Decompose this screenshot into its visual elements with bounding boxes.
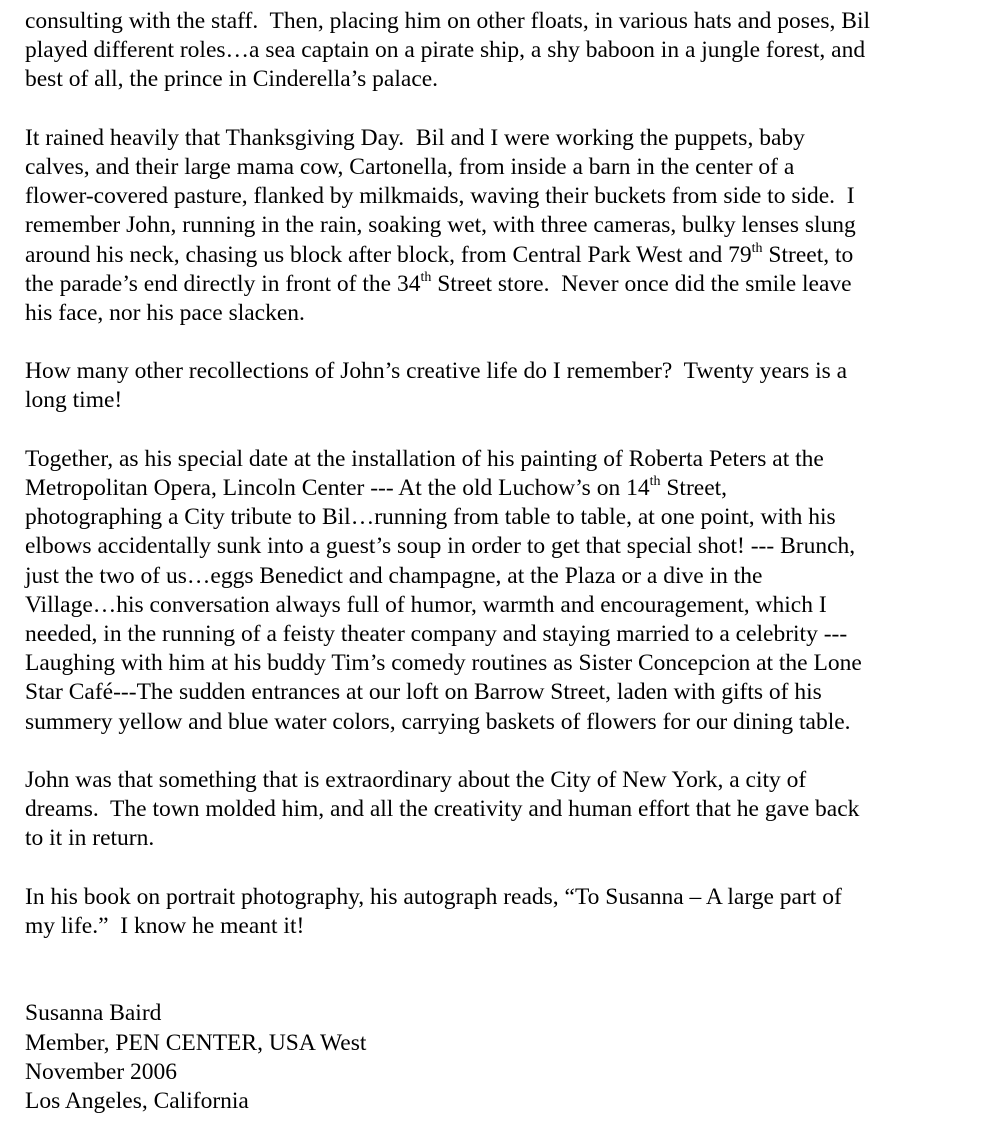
- text-line: [25, 357, 990, 386]
- text-line: [25, 211, 990, 240]
- text-segment: elbows accidentally sunk into a guest’s soup in order to get that special shot! --- Brunch,: [25, 533, 856, 560]
- text-line: [25, 7, 990, 36]
- text-segment: the parade’s end directly in front of the 34: [25, 270, 421, 297]
- paragraph-gap: [25, 95, 990, 124]
- text-segment: his face, nor his pace slacken.: [25, 299, 305, 326]
- text-segment: In his book on portrait photography, his autograph reads, “To Susanna – A large part of: [25, 883, 842, 910]
- text-segment: Street,: [660, 475, 728, 501]
- text-line: [25, 503, 990, 532]
- signature-spacer: [25, 941, 990, 999]
- text-segment: best of all, the prince in Cinderella’s palace.: [25, 66, 439, 93]
- paragraph-together: [25, 445, 990, 737]
- text-line: [25, 270, 990, 299]
- signature-block: [25, 999, 990, 1116]
- text-line: [25, 182, 990, 211]
- text-line: [25, 124, 990, 153]
- text-line: [25, 36, 990, 65]
- ordinal-superscript: th: [420, 269, 432, 285]
- text-segment: Laughing with him at his buddy Tim’s comedy routines as Sister Concepcion at the Lone: [25, 650, 862, 677]
- text-line: [25, 591, 990, 620]
- text-segment: consulting with the staff. Then, placing him on other floats, in various hats and poses, Bil: [25, 8, 871, 34]
- text-line: [25, 795, 990, 824]
- text-segment: Star Café---The sudden entrances at our loft on Barrow Street, laden with gifts of his: [25, 679, 822, 706]
- ordinal-superscript: th: [751, 240, 763, 256]
- text-segment: flower-covered pasture, flanked by milkmaids, waving their buckets from side to side. I: [25, 183, 855, 210]
- text-line: [25, 562, 990, 591]
- text-segment: to it in return.: [25, 825, 155, 852]
- text-line: [25, 620, 990, 649]
- text-line: [25, 678, 990, 707]
- text-line: [25, 824, 990, 853]
- paragraph-gap: [25, 328, 990, 357]
- text-line: [25, 299, 990, 328]
- text-line: [25, 649, 990, 678]
- text-segment: Metropolitan Opera, Lincoln Center --- At the old Luchow’s on 14: [25, 475, 650, 501]
- text-line: [25, 474, 990, 503]
- text-line: [25, 386, 990, 415]
- ordinal-superscript: th: [649, 474, 661, 490]
- signature-date: November 2006: [25, 1058, 178, 1085]
- text-line: [25, 912, 990, 941]
- text-line: [25, 883, 990, 912]
- paragraph-gap: [25, 853, 990, 882]
- text-segment: How many other recollections of John’s creative life do I remember? Twenty years is a: [25, 358, 848, 385]
- text-segment: my life.” I know he meant it!: [25, 912, 305, 939]
- text-segment: Together, as his special date at the installation of his painting of Roberta Peters at the: [25, 445, 824, 472]
- document-page: [25, 7, 990, 1116]
- text-segment: It rained heavily that Thanksgiving Day. Bil and I were working the puppets, baby: [25, 124, 805, 151]
- text-segment: calves, and their large mama cow, Cartonella, from inside a barn in the center of a: [25, 153, 795, 180]
- paragraph-thanksgiving: [25, 124, 990, 328]
- text-line: [25, 153, 990, 182]
- text-line: [25, 241, 990, 270]
- paragraph-gap: [25, 416, 990, 445]
- text-line: [25, 708, 990, 737]
- text-line: [25, 445, 990, 474]
- paragraph-autograph: [25, 883, 990, 941]
- text-line: [25, 766, 990, 795]
- text-segment: Street, to: [762, 241, 854, 268]
- text-line: [25, 532, 990, 561]
- text-segment: summery yellow and blue water colors, carrying baskets of flowers for our dining table.: [25, 708, 851, 735]
- signature-location: Los Angeles, California: [25, 1087, 249, 1114]
- document-body: [25, 7, 990, 941]
- text-segment: Street store. Never once did the smile leave: [431, 270, 852, 297]
- text-segment: remember John, running in the rain, soaking wet, with three cameras, bulky lenses slung: [25, 212, 856, 239]
- paragraph-floats: [25, 7, 990, 95]
- text-segment: long time!: [25, 387, 123, 414]
- paragraph-new-york: [25, 766, 990, 854]
- text-segment: played different roles…a sea captain on a pirate ship, a shy baboon in a jungle forest, and: [25, 37, 866, 64]
- paragraph-recollections: [25, 357, 990, 415]
- paragraph-gap: [25, 737, 990, 766]
- signature-affiliation: Member, PEN CENTER, USA West: [25, 1029, 367, 1056]
- signature-name: Susanna Baird: [25, 1000, 162, 1027]
- text-segment: around his neck, chasing us block after block, from Central Park West and 79: [25, 241, 752, 268]
- text-segment: dreams. The town molded him, and all the creativity and human effort that he gave back: [25, 796, 860, 823]
- text-line: [25, 65, 990, 94]
- text-segment: just the two of us…eggs Benedict and champagne, at the Plaza or a dive in the: [25, 562, 763, 589]
- text-segment: photographing a City tribute to Bil…running from table to table, at one point, with his: [25, 504, 836, 531]
- text-segment: needed, in the running of a feisty theater company and staying married to a celebrity ---: [25, 620, 848, 647]
- text-segment: Village…his conversation always full of humor, warmth and encouragement, which I: [25, 591, 827, 618]
- text-segment: John was that something that is extraordinary about the City of New York, a city of: [25, 766, 807, 793]
